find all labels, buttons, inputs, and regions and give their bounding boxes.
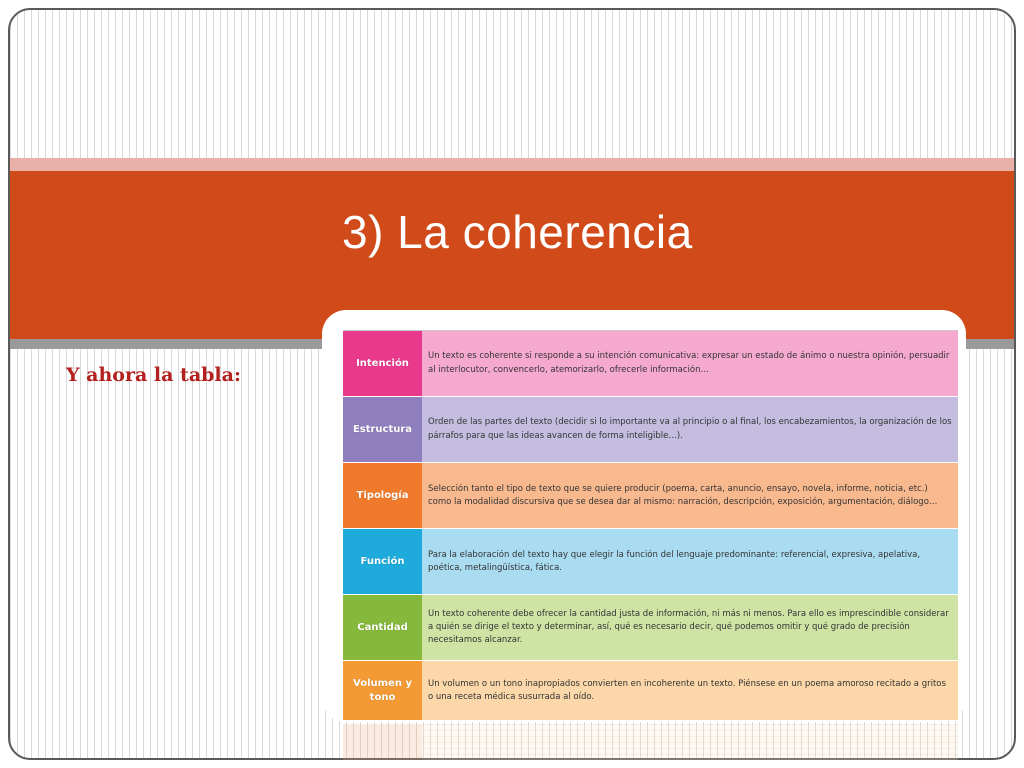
accent-stripe	[10, 158, 1014, 171]
table-row	[343, 463, 958, 529]
table-row	[343, 397, 958, 463]
row-description: Un volumen o un tono inapropiados convierten en incoherente un texto. Piénsese en un poema amoroso recitado a gritos o una receta médica susurrada al oído.	[422, 661, 958, 720]
table-reflection	[343, 724, 958, 760]
row-label: Cantidad	[343, 595, 422, 660]
table-row	[343, 331, 958, 397]
row-description: Selección tanto el tipo de texto que se quiere producir (poema, carta, anuncio, ensayo, novela, informe, noticia, etc.) como la modalidad discursiva que se desea dar al mismo: narración, descripción, exposición, argumentación, diálogo…	[422, 463, 958, 528]
table-row	[343, 529, 958, 595]
slide-title: 3) La coherencia	[342, 206, 693, 258]
row-description: Un texto coherente debe ofrecer la cantidad justa de información, ni más ni menos. Para ello es imprescindible considerar a quién se dirige el texto y determinar, así, qué es necesario decir, qué podemos omitir y qué grado de precisión necesitamos alcanzar.	[422, 595, 958, 660]
coherence-table	[343, 330, 958, 721]
table-row	[343, 661, 958, 721]
reflection-text-column	[422, 724, 958, 760]
table-row	[343, 595, 958, 661]
reflection-label-column	[343, 724, 422, 760]
row-label: Intención	[343, 331, 422, 396]
row-description: Un texto es coherente si responde a su intención comunicativa: expresar un estado de ánimo o nuestra opinión, persuadir al interlocutor, convencerlo, atemorizarlo, ofrecerle información…	[422, 331, 958, 396]
slide-subtitle: Y ahora la tabla:	[66, 364, 241, 386]
row-description: Orden de las partes del texto (decidir si lo importante va al principio o al final, los encabezamientos, la organización de los párrafos para que las ideas avancen de forma inteligible…).	[422, 397, 958, 462]
row-label: Tipología	[343, 463, 422, 528]
row-label: Estructura	[343, 397, 422, 462]
row-description: Para la elaboración del texto hay que elegir la función del lenguaje predominante: referencial, expresiva, apelativa, poética, metalingüística, fática.	[422, 529, 958, 594]
row-label: Función	[343, 529, 422, 594]
row-label: Volumen y tono	[343, 661, 422, 720]
